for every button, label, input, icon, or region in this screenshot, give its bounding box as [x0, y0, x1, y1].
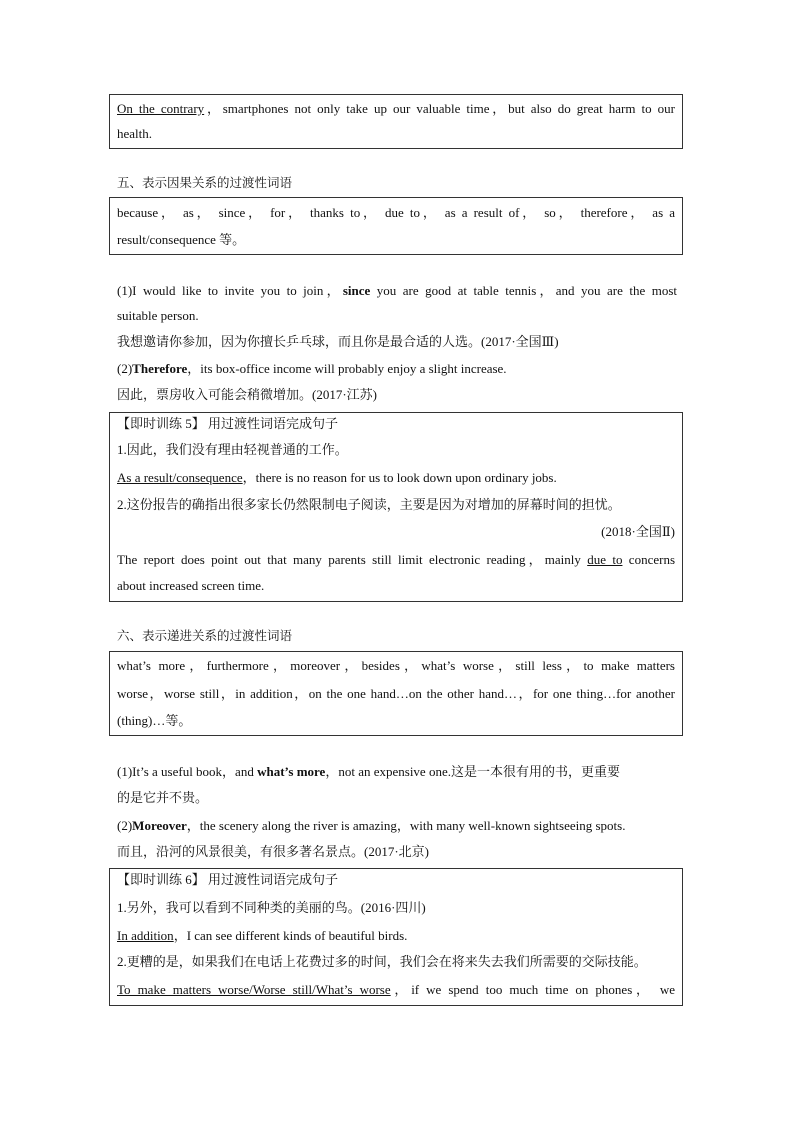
section-6-heading: 六、表示递进关系的过渡性词语	[117, 628, 293, 643]
training-6-title: 【即时训练 6】 用过渡性词语完成句子	[117, 872, 339, 887]
example-2-cn: 因此，票房收入可能会稍微增加。(2017·江苏)	[117, 387, 377, 402]
sentence-text: ，smartphones not only take up our valuable time，but also do great harm to our	[204, 101, 675, 116]
training-5-title: 【即时训练 5】 用过渡性词语完成句子	[117, 416, 339, 431]
section-5-word-box	[109, 197, 683, 255]
example-text: you are good at table tennis，and you are the most	[370, 283, 677, 298]
training-6-box	[109, 868, 683, 1006]
example-text: (2)	[117, 361, 133, 376]
bold-keyword: Therefore	[132, 361, 188, 376]
training-5-q2: 2.这份报告的确指出很多家长仍然限制电子阅读，主要是因为对增加的屏幕时间的担忧。	[117, 497, 621, 512]
box1-line2: health.	[117, 126, 153, 141]
bold-keyword: since	[342, 283, 371, 298]
example-1-cn-line2: 的是它并不贵。	[117, 790, 209, 805]
example-1-cn: 我想邀请你参加，因为你擅长乒乓球，而且你是最合适的人选。(2017·全国Ⅲ)	[117, 334, 559, 349]
word-list-line3: (thing)…等。	[117, 713, 192, 728]
training-5-box	[109, 412, 683, 602]
section-6-word-box	[109, 651, 683, 736]
answer-text: The report does point out that many parents still limit electronic reading，mainly	[117, 552, 588, 567]
example-box-contrary	[109, 94, 683, 149]
example-2-en	[117, 819, 625, 832]
example-text: (2)	[117, 818, 133, 833]
answer-text: ，if we spend too much time on phones， we	[390, 982, 676, 997]
example-text: (1)I would like to invite you to join，	[117, 283, 343, 298]
training-5-q2-source: (2018·全国Ⅱ)	[601, 524, 675, 539]
training-6-a1	[117, 929, 407, 942]
underlined-answer: As a result/consequence	[117, 470, 243, 485]
underlined-answer: On the contrary	[117, 101, 205, 116]
example-text: ，its box-office income will probably enjoy a slight increase.	[187, 361, 507, 376]
training-6-q1: 1.另外，我可以看到不同种类的美丽的鸟。(2016·四川)	[117, 900, 426, 915]
training-6-a2	[117, 983, 675, 996]
example-1-en	[117, 284, 677, 297]
word-list-line1: what’s more，furthermore，moreover，besides，what’s worse，still less，to make matters	[117, 658, 675, 673]
example-1-en-line2: suitable person.	[117, 308, 199, 323]
example-2-en	[117, 362, 507, 375]
example-text: ，not an expensive one.这是一本很有用的书，更重要	[325, 764, 620, 779]
training-5-a2	[117, 553, 675, 566]
underlined-answer: In addition	[117, 928, 174, 943]
example-text: (1)It’s a useful book，and	[117, 764, 258, 779]
answer-text: ，I can see different kinds of beautiful birds.	[173, 928, 408, 943]
training-5-q1: 1.因此，我们没有理由轻视普通的工作。	[117, 442, 348, 457]
word-list-line1: because， as， since， for， thanks to， due to， as a result of， so， therefore， as a	[117, 205, 675, 220]
section-5-heading: 五、表示因果关系的过渡性词语	[117, 175, 293, 190]
word-list-line2: worse，worse still，in addition，on the one hand…on the other hand…，for one thing…for another	[117, 686, 675, 701]
answer-text: ，there is no reason for us to look down upon ordinary jobs.	[242, 470, 557, 485]
training-5-a1	[117, 471, 557, 484]
answer-text: concerns	[622, 552, 676, 567]
bold-keyword: what’s more	[257, 764, 326, 779]
example-text: ，the scenery along the river is amazing，with many well-known sightseeing spots.	[186, 818, 626, 833]
example-2-cn: 而且，沿河的风景很美，有很多著名景点。(2017·北京)	[117, 844, 429, 859]
word-list-line2: result/consequence 等。	[117, 232, 246, 247]
training-5-a2-line2: about increased screen time.	[117, 578, 265, 593]
example-1-en	[117, 765, 620, 778]
underlined-answer: due to	[587, 552, 623, 567]
box1-line1	[117, 102, 675, 115]
underlined-answer: To make matters worse/Worse still/What’s worse	[117, 982, 391, 997]
training-6-q2: 2.更糟的是，如果我们在电话上花费过多的时间，我们会在将来失去我们所需要的交际技能。	[117, 954, 647, 969]
bold-keyword: Moreover	[132, 818, 187, 833]
